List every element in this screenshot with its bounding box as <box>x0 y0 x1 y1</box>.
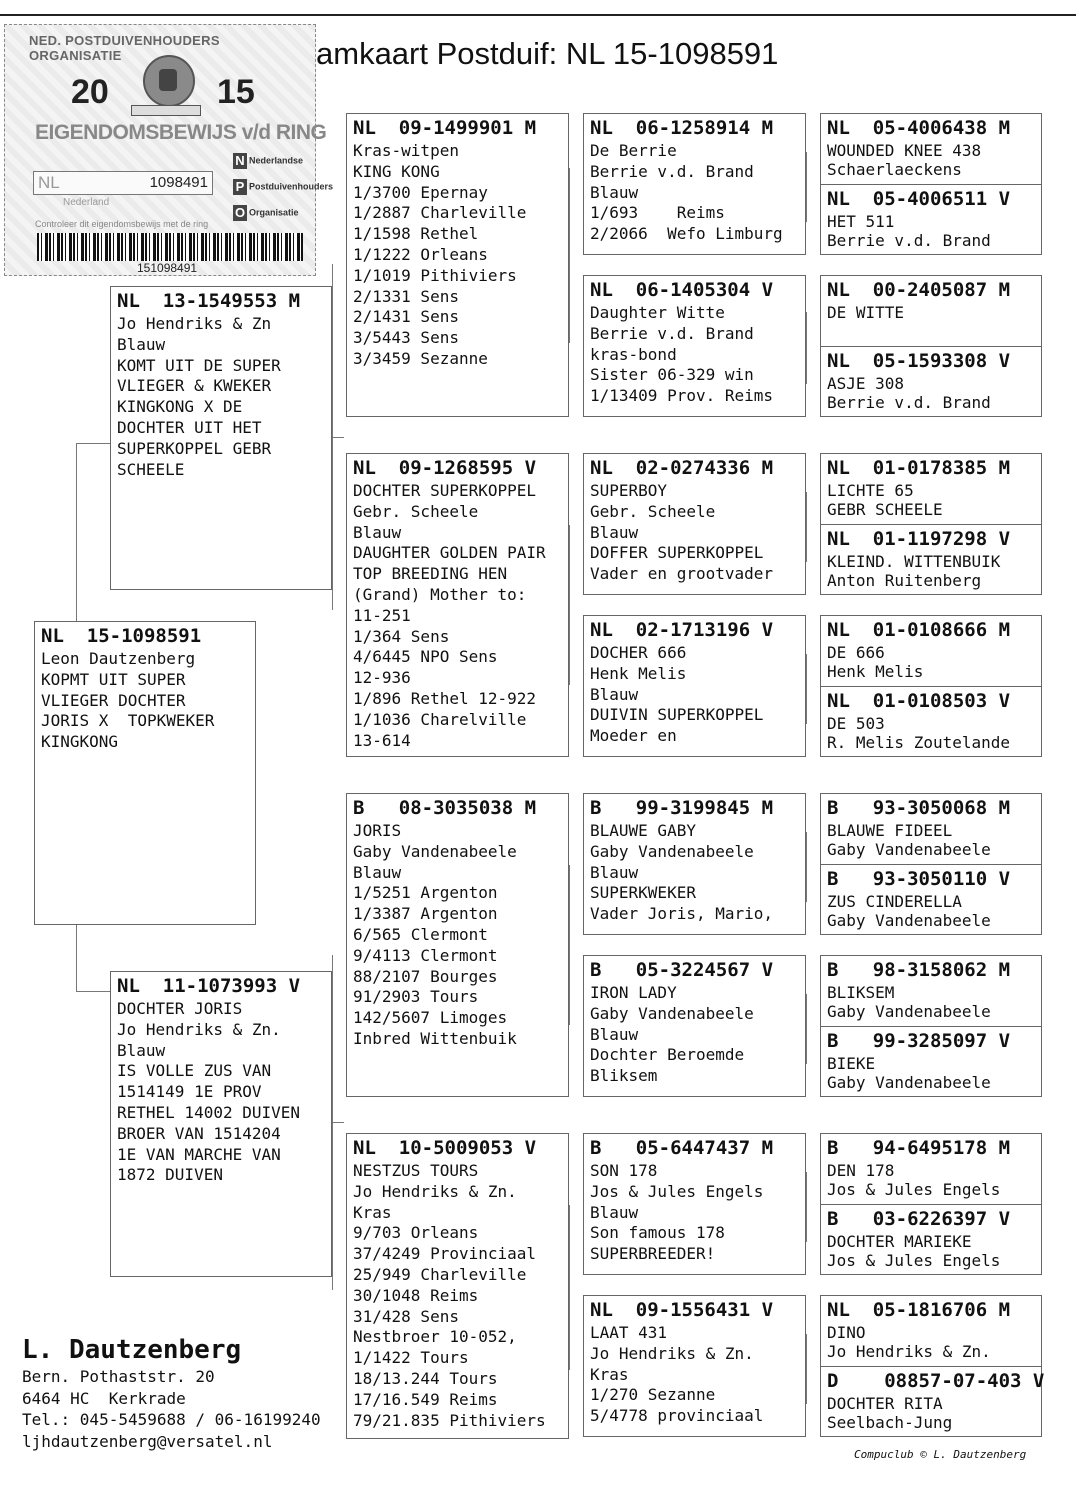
ring-number: NL 11-1073993 V <box>117 975 301 997</box>
pedigree-pair-card <box>820 1133 1042 1275</box>
ring-number: B 05-3224567 V <box>590 959 774 981</box>
info-line: Gaby Vandenabeele <box>353 841 517 861</box>
info-line: Blauw <box>590 1202 639 1222</box>
info-line: 1/1036 Charelville <box>353 709 527 729</box>
ring-number: NL 05-4006511 V <box>827 188 1011 210</box>
pedigree-card-father <box>110 286 332 590</box>
info-line: 25/949 Charleville <box>353 1264 527 1284</box>
info-line: Nestbroer 10-052, <box>353 1327 517 1347</box>
ring-number: NL 02-0274336 M <box>590 457 774 479</box>
connector-father-mid <box>332 437 344 439</box>
info-line: 142/5607 Limoges <box>353 1008 508 1028</box>
info-line: KINGKONG X DE <box>117 397 243 417</box>
info-line: 11-251 <box>353 605 411 625</box>
info-line: NESTZUS TOURS <box>353 1161 479 1180</box>
pedigree-card-mfm <box>583 955 806 1097</box>
owner-phone: Tel.: 045-5459688 / 06-16199240 <box>22 1410 321 1429</box>
info-line: KINGKONG <box>41 732 119 752</box>
info-line: 1/1598 Rethel <box>353 224 479 244</box>
pedigree-card-g2 <box>821 185 1041 255</box>
pedigree-card-ff <box>346 113 569 417</box>
pedigree-card-g1 <box>821 114 1041 185</box>
connector-subject-father <box>76 443 111 623</box>
connector-ffm <box>806 312 819 384</box>
info-line: VLIEGER DOCHTER <box>41 690 186 710</box>
info-line: Jo Hendriks & Zn. <box>827 1342 991 1361</box>
sticker-ring-field <box>33 171 213 195</box>
npo-p-icon: P <box>233 179 247 195</box>
sticker-npo-p: P Postduivenhouders <box>233 179 333 195</box>
info-line: SON 178 <box>590 1161 658 1180</box>
info-line: 2/1431 Sens <box>353 307 459 327</box>
info-line: 1872 DUIVEN <box>117 1165 223 1185</box>
info-line: DOCHTER UIT HET <box>117 417 262 437</box>
ring-number: NL 06-1405304 V <box>590 279 774 301</box>
pedigree-pair-card <box>820 615 1042 757</box>
info-line: Berrie v.d. Brand <box>827 231 991 250</box>
info-line: Blauw <box>590 182 639 202</box>
connector-mother-mid <box>332 1122 344 1124</box>
info-line: SUPERKWEKER <box>590 883 696 903</box>
ring-number: NL 00-2405087 M <box>827 279 1011 301</box>
pedigree-card-fff <box>583 113 806 255</box>
info-line: Gebr. Scheele <box>590 501 716 521</box>
pedigree-card-g15 <box>821 1296 1041 1367</box>
pedigree-card-g4 <box>821 347 1041 417</box>
info-line: Daughter Witte <box>590 303 725 322</box>
info-line: 1/364 Sens <box>353 626 450 646</box>
info-line: WOUNDED KNEE 438 <box>827 141 982 160</box>
info-line: 5/4778 provinciaal <box>590 1406 764 1426</box>
owner-postcode: 6464 HC Kerkrade <box>22 1388 186 1408</box>
ring-number: NL 01-0178385 M <box>827 457 1011 479</box>
info-line: SUPERBOY <box>590 481 668 500</box>
ring-number: B 08-3035038 M <box>353 797 537 819</box>
ring-number: NL 10-5009053 V <box>353 1137 537 1159</box>
info-line: Blauw <box>117 334 166 354</box>
info-line: Moeder en <box>590 726 677 746</box>
info-line: Jos & Jules Engels <box>827 1180 1001 1199</box>
info-line: SUPERKOPPEL GEBR <box>117 438 272 458</box>
ring-number: NL 02-1713196 V <box>590 619 774 641</box>
info-line: 1/693 Reims <box>590 203 725 223</box>
pedigree-card-mm <box>346 1133 569 1439</box>
info-line: DEN 178 <box>827 1161 895 1180</box>
pedigree-pair-card <box>820 113 1042 255</box>
sticker-year-left: 20 <box>71 73 109 111</box>
sticker-ring-number: 1098491 <box>149 174 208 191</box>
sticker-organisation: NED. POSTDUIVENHOUDERS ORGANISATIE <box>29 33 220 63</box>
info-line: Gaby Vandenabeele <box>827 1073 991 1092</box>
info-line: Jo Hendriks & Zn. <box>117 1019 281 1039</box>
info-line: 3/3459 Sezanne <box>353 348 488 368</box>
info-line: Berrie v.d. Brand <box>827 393 991 412</box>
info-line: Vader en grootvader <box>590 564 774 584</box>
npo-n-icon: N <box>233 153 247 169</box>
connector-fmf <box>806 492 819 562</box>
info-line: Jo Hendriks & Zn. <box>353 1181 517 1201</box>
info-line: Inbred Wittenbuik <box>353 1028 517 1048</box>
connector-subject-mother <box>76 924 111 992</box>
page-top-edge <box>0 14 1076 16</box>
info-line: BIEKE <box>827 1054 876 1073</box>
pedigree-card-mother <box>110 971 332 1277</box>
info-line: Leon Dautzenberg <box>41 649 196 668</box>
info-line: Gaby Vandenabeele <box>827 911 991 930</box>
pedigree-card-mmm <box>583 1295 806 1437</box>
owner-block <box>22 1334 321 1452</box>
pedigree-card-fm <box>346 453 569 757</box>
pedigree-card-g5 <box>821 454 1041 525</box>
info-line: BLAUWE FIDEEL <box>827 821 953 840</box>
pedigree-card-g9 <box>821 794 1041 865</box>
info-line: Blauw <box>590 684 639 704</box>
info-line: Schaerlaeckens <box>827 160 962 179</box>
ring-number: NL 01-1197298 V <box>827 528 1011 550</box>
info-line: Berrie v.d. Brand <box>590 323 754 343</box>
info-line: Gaby Vandenabeele <box>827 1002 991 1021</box>
connector-mfm <box>806 994 819 1064</box>
info-line: Blauw <box>353 862 402 882</box>
ring-number: B 94-6495178 M <box>827 1137 1011 1159</box>
info-line: BLAUWE GABY <box>590 821 696 840</box>
info-line: 1514149 1E PROV <box>117 1082 262 1102</box>
info-line: DUIVIN SUPERKOPPEL <box>590 705 764 725</box>
info-line: Berrie v.d. Brand <box>590 161 754 181</box>
ownership-sticker <box>4 24 334 276</box>
info-line: 1/5251 Argenton <box>353 883 498 903</box>
info-line: DAUGHTER GOLDEN PAIR <box>353 543 546 563</box>
info-line: 3/5443 Sens <box>353 328 459 348</box>
info-line: GEBR SCHEELE <box>827 500 943 519</box>
info-line: 1/3387 Argenton <box>353 904 498 924</box>
pedigree-card-g3 <box>821 276 1041 347</box>
pedigree-card-subject <box>34 621 256 925</box>
info-line: Son famous 178 <box>590 1223 725 1243</box>
info-line: 88/2107 Bourges <box>353 966 498 986</box>
ring-number: NL 05-1593308 V <box>827 350 1011 372</box>
info-line: Kras-witpen <box>353 141 459 160</box>
owner-name: L. Dautzenberg <box>22 1335 242 1365</box>
info-line: Henk Melis <box>590 663 687 683</box>
info-line: ZUS CINDERELLA <box>827 892 962 911</box>
pedigree-card-mmf <box>583 1133 806 1275</box>
info-line: DOCHTER JORIS <box>117 999 243 1018</box>
ring-number: NL 09-1268595 V <box>353 457 537 479</box>
ring-number: NL 13-1549553 M <box>117 290 301 312</box>
ring-number: NL 01-0108503 V <box>827 690 1011 712</box>
info-line: Blauw <box>590 1024 639 1044</box>
info-line: Anton Ruitenberg <box>827 571 982 590</box>
info-line: Sister 06-329 win <box>590 365 754 385</box>
info-line: Blauw <box>353 522 402 542</box>
info-line: 37/4249 Provinciaal <box>353 1244 537 1264</box>
info-line: Jo Hendriks & Zn. <box>590 1343 754 1363</box>
info-line: DE 666 <box>827 643 885 662</box>
connector-mf <box>569 865 582 1025</box>
sticker-country-code: NL <box>38 173 60 192</box>
info-line: DOCHER 666 <box>590 643 687 662</box>
sticker-barcode-number: 151098491 <box>137 261 198 275</box>
info-line: KING KONG <box>353 161 440 181</box>
info-line: ASJE 308 <box>827 374 905 393</box>
ring-number: B 99-3285097 V <box>827 1030 1011 1052</box>
info-line: Gaby Vandenabeele <box>590 1003 754 1023</box>
info-line: De Berrie <box>590 141 677 160</box>
lion-emblem-icon <box>143 55 195 107</box>
pedigree-card-g16 <box>821 1367 1045 1437</box>
info-line: R. Melis Zoutelande <box>827 733 1011 752</box>
connector-mm <box>569 1205 582 1370</box>
info-line: 1/1222 Orleans <box>353 244 488 264</box>
info-line: SUPERBREEDER! <box>590 1244 716 1264</box>
info-line: TOP BREEDING HEN <box>353 564 508 584</box>
pedigree-card-g6 <box>821 525 1041 595</box>
sticker-year-right: 15 <box>217 73 255 111</box>
info-line: 1/13409 Prov. Reims <box>590 386 774 406</box>
pedigree-card-g13 <box>821 1134 1041 1205</box>
ring-number: NL 05-1816706 M <box>827 1299 1011 1321</box>
sticker-npo-o: O Organisatie <box>234 205 299 220</box>
info-line: Gaby Vandenabeele <box>590 841 754 861</box>
connector-mmf <box>806 1172 819 1242</box>
info-line: Jo Hendriks & Zn <box>117 314 272 333</box>
sticker-heading: EIGENDOMSBEWIJS v/d RING <box>35 121 327 144</box>
info-line: DE 503 <box>827 714 885 733</box>
info-line: 4/6445 NPO Sens <box>353 647 498 667</box>
info-line: LAAT 431 <box>590 1323 668 1342</box>
ring-number: NL 15-1098591 <box>41 625 202 647</box>
connector-ff <box>569 168 582 343</box>
info-line: 13-614 <box>353 730 411 750</box>
sticker-year-band <box>131 105 201 116</box>
sticker-control-text: Controleer dit eigendomsbewijs met de ring <box>35 219 209 229</box>
info-line: 1/1019 Pithiviers <box>353 265 517 285</box>
info-line: KLEIND. WITTENBUIK <box>827 552 1001 571</box>
pedigree-pair-card <box>820 275 1042 417</box>
sticker-npo-n: N Nederlandse <box>233 153 303 169</box>
info-line: Blauw <box>590 522 639 542</box>
info-line: 1/270 Sezanne <box>590 1385 716 1405</box>
connector-fff <box>806 152 819 222</box>
info-line: 91/2903 Tours <box>353 987 479 1007</box>
info-line: HET 511 <box>827 212 895 231</box>
info-line: 9/703 Orleans <box>353 1223 479 1243</box>
info-line: Bliksem <box>590 1066 658 1086</box>
owner-email: ljhdautzenberg@versatel.nl <box>22 1431 273 1451</box>
info-line: KOMT UIT DE SUPER <box>117 355 281 375</box>
info-line: BROER VAN 1514204 <box>117 1123 281 1143</box>
info-line: DOCHTER MARIEKE <box>827 1232 972 1251</box>
info-line: 2/1331 Sens <box>353 286 459 306</box>
connector-mmm <box>806 1334 819 1404</box>
ring-number: B 98-3158062 M <box>827 959 1011 981</box>
info-line: 1/2887 Charleville <box>353 203 527 223</box>
info-line: DINO <box>827 1323 866 1342</box>
pedigree-pair-card <box>820 1295 1045 1437</box>
sticker-country-name: Nederland <box>63 197 110 208</box>
page-title: amkaart Postduif: NL 15-1098591 <box>316 36 779 71</box>
info-line: KOPMT UIT SUPER <box>41 669 186 689</box>
ring-number: NL 05-4006438 M <box>827 117 1011 139</box>
pedigree-card-g12 <box>821 1027 1041 1097</box>
barcode-icon <box>37 233 303 261</box>
ring-number: NL 01-0108666 M <box>827 619 1011 641</box>
info-line: Dochter Beroemde <box>590 1045 745 1065</box>
pedigree-card-g10 <box>821 865 1041 935</box>
ring-number: B 03-6226397 V <box>827 1208 1011 1230</box>
info-line: BLIKSEM <box>827 983 895 1002</box>
ring-number: NL 06-1258914 M <box>590 117 774 139</box>
pedigree-pair-card <box>820 793 1042 935</box>
info-line: 2/2066 Wefo Limburg <box>590 224 783 244</box>
owner-address: Bern. Pothaststr. 20 <box>22 1367 215 1386</box>
info-line: 1/896 Rethel 12-922 <box>353 688 537 708</box>
info-line: VLIEGER & KWEKER <box>117 376 272 396</box>
connector-mff <box>806 832 819 902</box>
info-line: Seelbach-Jung <box>827 1413 953 1432</box>
info-line: 31/428 Sens <box>353 1306 459 1326</box>
pedigree-card-mf <box>346 793 569 1097</box>
info-line: 18/13.244 Tours <box>353 1368 498 1388</box>
info-line: DOCHTER SUPERKOPPEL <box>353 481 537 500</box>
info-line: IRON LADY <box>590 983 677 1002</box>
info-line: SCHEELE <box>117 459 185 479</box>
info-line: 17/16.549 Reims <box>353 1389 498 1409</box>
info-line: (Grand) Mother to: <box>353 584 527 604</box>
connector-fmm <box>806 654 819 724</box>
ring-number: B 93-3050110 V <box>827 868 1011 890</box>
pedigree-card-ffm <box>583 275 806 417</box>
pedigree-pair-card <box>820 453 1042 595</box>
info-line: DOCHTER RITA <box>827 1394 943 1413</box>
info-line: Gaby Vandenabeele <box>827 840 991 859</box>
info-line: 1/1422 Tours <box>353 1348 469 1368</box>
info-line: Vader Joris, Mario, <box>590 904 774 924</box>
ring-number: NL 09-1556431 V <box>590 1299 774 1321</box>
ring-number: B 05-6447437 M <box>590 1137 774 1159</box>
pedigree-card-mff <box>583 793 806 935</box>
info-line: Kras <box>590 1364 629 1384</box>
ring-number: B 99-3199845 M <box>590 797 774 819</box>
info-line: Jos & Jules Engels <box>590 1181 764 1201</box>
info-line: RETHEL 14002 DUIVEN <box>117 1102 301 1122</box>
pedigree-pair-card <box>820 955 1042 1097</box>
info-line: 6/565 Clermont <box>353 924 488 944</box>
info-line: JORIS X TOPKWEKER <box>41 711 215 731</box>
info-line: LICHTE 65 <box>827 481 914 500</box>
info-line: 12-936 <box>353 668 411 688</box>
info-line: DOFFER SUPERKOPPEL <box>590 543 764 563</box>
info-line: 1/3700 Epernay <box>353 182 488 202</box>
footer-credit: Compuclub © L. Dautzenberg <box>854 1448 1027 1461</box>
info-line: 9/4113 Clermont <box>353 945 498 965</box>
pedigree-card-fmf <box>583 453 806 595</box>
ring-number: D 08857-07-403 V <box>827 1370 1045 1392</box>
info-line: 79/21.835 Pithiviers <box>353 1410 546 1430</box>
info-line: kras-bond <box>590 344 677 364</box>
info-line: Henk Melis <box>827 662 924 681</box>
npo-o-icon: O <box>234 205 246 220</box>
info-line: Kras <box>353 1202 392 1222</box>
info-line: Blauw <box>590 862 639 882</box>
pedigree-card-fmm <box>583 615 806 757</box>
info-line: Blauw <box>117 1040 166 1060</box>
info-line: JORIS <box>353 821 402 840</box>
info-line: 30/1048 Reims <box>353 1285 479 1305</box>
pedigree-card-g7 <box>821 616 1041 687</box>
info-line: Gebr. Scheele <box>353 501 479 521</box>
ring-number: B 93-3050068 M <box>827 797 1011 819</box>
info-line: Jos & Jules Engels <box>827 1251 1001 1270</box>
pedigree-card-g8 <box>821 687 1041 757</box>
connector-fm <box>569 525 582 685</box>
pedigree-card-g14 <box>821 1205 1041 1275</box>
info-line: 1E VAN MARCHE VAN <box>117 1144 281 1164</box>
ring-number: NL 09-1499901 M <box>353 117 537 139</box>
info-line: DE WITTE <box>827 303 905 322</box>
pedigree-card-g11 <box>821 956 1041 1027</box>
info-line: IS VOLLE ZUS VAN <box>117 1061 272 1081</box>
